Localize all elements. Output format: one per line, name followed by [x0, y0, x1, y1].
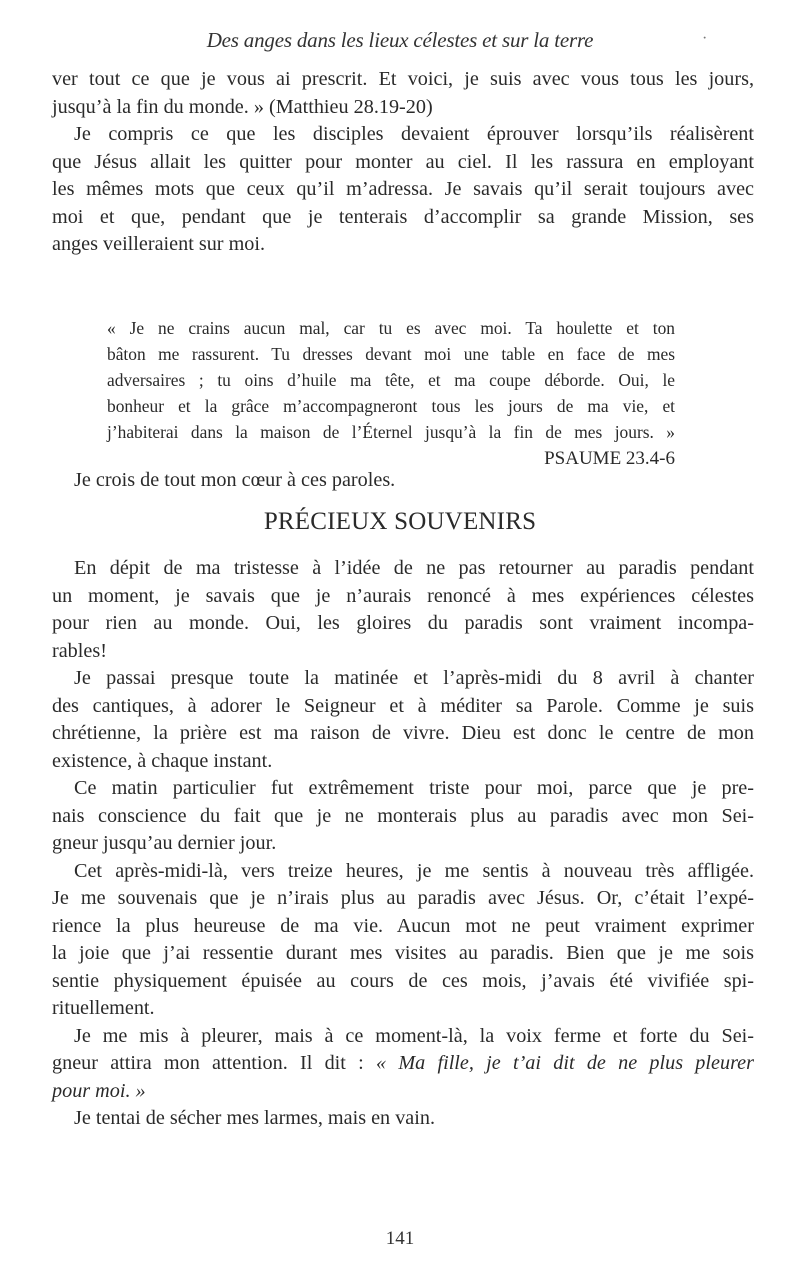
text-line: Ce matin particulier fut extrêmement triste pour moi, parce que je pre- — [74, 777, 754, 799]
text-line: pour moi. » — [52, 1079, 146, 1102]
text-line: anges veilleraient sur moi. — [52, 233, 266, 255]
text-line: la joie que j’ai ressentie durant mes visites au paradis. Bien que je me sois — [52, 942, 754, 964]
text-line: Je passai presque toute la matinée et l’après-midi du 8 avril à chanter — [74, 667, 754, 689]
quote-line: j’habiterai dans la maison de l’Éternel jusqu’à la fin de mes jours. » — [107, 422, 675, 442]
text-line: Je tentai de sécher mes larmes, mais en vain. — [74, 1107, 435, 1129]
section-title: PRÉCIEUX SOUVENIRS — [263, 508, 537, 535]
text-line: rables! — [52, 639, 107, 662]
text-line: pour rien au monde. Oui, les gloires du paradis sont vraiment incompa- — [52, 612, 754, 634]
text-line: Je me mis à pleurer, mais à ce moment-là, la voix ferme et forte du Sei- — [74, 1024, 754, 1047]
quote-line: bonheur et la grâce m’accompagneront tous les jours de ma vie, et — [107, 396, 675, 416]
text-line: jusqu’à la fin du monde. » (Matthieu 28.19-20) — [52, 95, 433, 118]
text-italic-quote: « Ma fille, je t’ai dit de ne plus pleurer — [375, 1052, 754, 1074]
page-number: 141 — [385, 1228, 415, 1249]
paragraph-block-2 — [52, 555, 754, 1133]
text-line: les mêmes mots que ceux qu’il m’adressa. Je savais qu’il serait toujours avec — [52, 178, 754, 200]
text-line: un moment, je savais que je n’aurais renoncé à mes expériences célestes — [52, 584, 754, 607]
text-line: rituellement. — [52, 997, 155, 1019]
text-line: Je compris ce que les disciples devaient éprouver lorsqu’ils réalisèrent — [74, 123, 754, 145]
text-line: que Jésus allait les quitter pour monter au ciel. Il les rassura en employant — [52, 150, 754, 173]
running-head: Des anges dans les lieux célestes et sur la terre — [206, 28, 594, 52]
text-line: existence, à chaque instant. — [52, 749, 273, 772]
quote-line: bâton me rassurent. Tu dresses devant moi une table en face de mes — [107, 344, 675, 364]
text-line: Cet après-midi-là, vers treize heures, je me sentis à nouveau très affligée. — [74, 859, 754, 882]
after-quote-paragraph — [52, 467, 754, 495]
text-line: Je me souvenais que je n’irais plus au paradis avec Jésus. Or, c’était l’expé- — [52, 887, 754, 909]
text-line: rience la plus heureuse de ma vie. Aucun mot ne peut vraiment exprimer — [52, 914, 754, 937]
text-line: chrétienne, la prière est ma raison de vivre. Dieu est donc le centre de mon — [52, 722, 754, 744]
text-line: sentie physiquement épuisée au cours de ces mois, j’avais été vivifiée spi- — [52, 969, 754, 992]
running-head-mark: · — [702, 30, 708, 47]
paragraph-block-1 — [52, 66, 754, 259]
text-line: En dépit de ma tristesse à l’idée de ne pas retourner au paradis pendant — [74, 557, 754, 579]
text-line: nais conscience du fait que je ne monterais plus au paradis avec mon Sei- — [52, 804, 754, 827]
quote-line: « Je ne crains aucun mal, car tu es avec moi. Ta houlette et ton — [107, 318, 675, 338]
quote-reference: PSAUME 23.4-6 — [544, 448, 675, 469]
scripture-quote — [107, 315, 675, 472]
text-line: moi et que, pendant que je tenterais d’accomplir sa grande Mission, ses — [52, 205, 754, 228]
text-line: des cantiques, à adorer le Seigneur et à méditer sa Parole. Comme je suis — [52, 694, 754, 717]
text-line-mixed — [52, 1050, 754, 1078]
text-line: Je crois de tout mon cœur à ces paroles. — [74, 469, 396, 491]
text-line: ver tout ce que je vous ai prescrit. Et voici, je suis avec vous tous les jours, — [52, 68, 754, 90]
quote-line: adversaires ; tu oins d’huile ma tête, et ma coupe déborde. Oui, le — [107, 370, 675, 390]
text-line: gneur jusqu’au dernier jour. — [52, 832, 277, 854]
text-plain: gneur attira mon attention. Il dit : — [52, 1052, 376, 1074]
